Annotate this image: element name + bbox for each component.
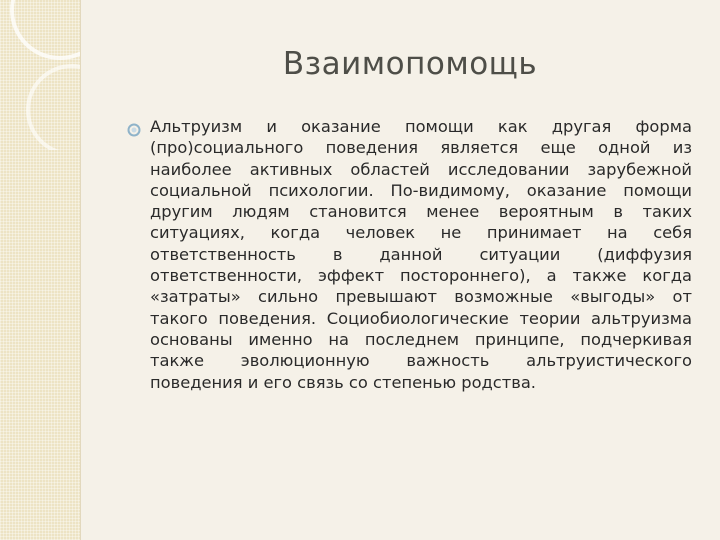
side-band-edge [80, 0, 81, 540]
decorative-arcs-icon [0, 0, 80, 150]
slide-title: Взаимопомощь [282, 46, 538, 82]
ring-bullet-icon [126, 122, 142, 138]
slide-body-text: Альтруизм и оказание помощи как другая форма (про)социального поведения является еще одной из наиболее активных областей исследовании зарубежной социальной психологии. По-видимому, оказание помощи другим людям становится менее вероятным в таких ситуациях, когда человек не принимает на себя ответственность в данной ситуации (диффузия ответственности, эффект постороннего), а также когда «затраты» сильно превышают возможные «выгоды» от такого поведения. Социобиологические теории альтруизма основаны именно на последнем принципе, подчеркивая также эволюционную важность альтруистического поведения и его связь со степенью родства. [150, 117, 692, 392]
